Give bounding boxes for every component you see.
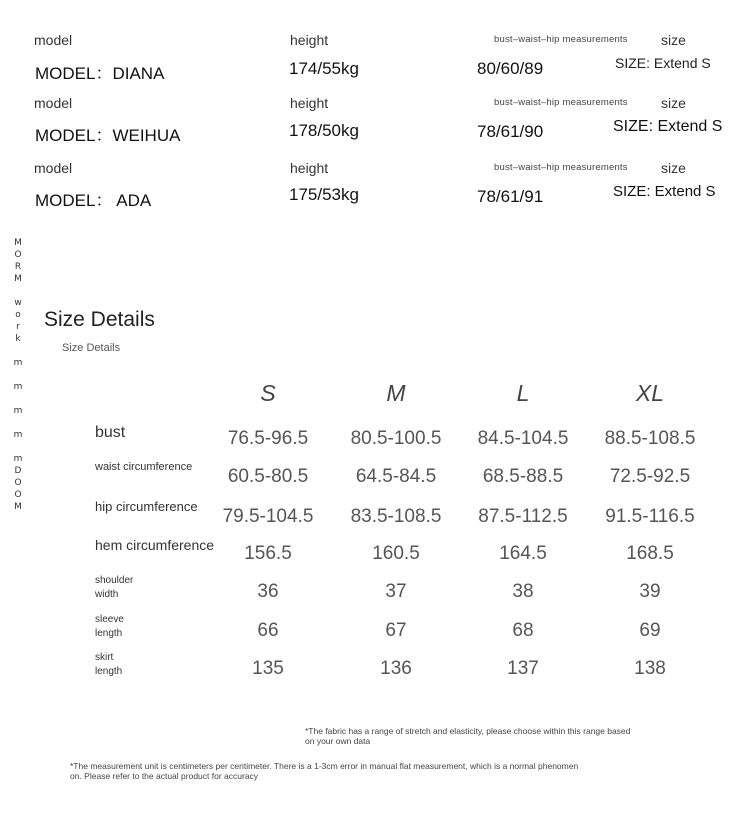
table-cell: 156.5: [244, 543, 292, 564]
side-glyph: [10, 417, 26, 429]
table-cell: 83.5-108.5: [350, 506, 442, 527]
table-cell: 84.5-104.5: [477, 428, 569, 449]
side-glyph: O: [14, 250, 22, 260]
measurement-note: [70, 761, 578, 781]
row-label-hip: hip circumference: [95, 499, 198, 514]
row-label-line: sleeve: [95, 614, 124, 625]
side-vertical-text: [10, 237, 26, 513]
side-glyph: k: [15, 334, 21, 344]
row-label-hem: hem circumference: [95, 537, 215, 553]
model-label: model: [34, 95, 73, 111]
height-label: height: [290, 95, 329, 111]
row-label-shoulder: [95, 574, 133, 602]
row-label-waist: waist circumference: [95, 461, 193, 473]
table-cell: 68.5-88.5: [482, 466, 564, 487]
table-cell: 164.5: [499, 543, 547, 564]
side-glyph: [10, 369, 26, 381]
note-line: *The fabric has a range of stretch and elasticity, please choose within this range based: [305, 726, 631, 736]
height-label: height: [290, 160, 329, 176]
column-header-xl: XL: [635, 380, 665, 406]
side-glyph: m: [13, 358, 23, 368]
note-line: on. Please refer to the actual product for accuracy: [70, 771, 259, 781]
side-glyph: O: [14, 490, 22, 500]
row-label-line: shoulder: [95, 575, 134, 586]
side-glyph: R: [14, 262, 22, 272]
table-cell: 72.5-92.5: [609, 466, 691, 487]
side-glyph: w: [14, 298, 22, 308]
row-label-sleeve: [95, 613, 124, 641]
size-label: size: [661, 160, 686, 176]
table-cell: 67: [385, 620, 407, 641]
table-cell: 69: [639, 620, 661, 641]
bwh-label: bust–waist–hip measurements: [494, 162, 628, 173]
row-label-line: length: [95, 628, 123, 639]
table-cell: 66: [257, 620, 279, 641]
table-cell: 79.5-104.5: [222, 506, 314, 527]
side-glyph: D: [14, 466, 22, 476]
size-details-title: Size Details: [44, 308, 155, 331]
model-name: MODEL： ADA: [35, 191, 152, 210]
note-line: *The measurement unit is centimeters per centimeter. There is a 1-3cm error in manual flat measurement, which is a normal phenomen: [70, 761, 579, 771]
size-details-subtitle: Size Details: [62, 342, 121, 354]
size-label: size: [661, 95, 686, 111]
row-label-line: skirt: [95, 652, 114, 663]
side-glyph: m: [13, 406, 23, 416]
model-label: model: [34, 32, 73, 48]
table-cell: 135: [252, 658, 284, 679]
side-glyph: M: [14, 502, 22, 512]
table-cell: 60.5-80.5: [227, 466, 309, 487]
model-bwh: 78/61/91: [477, 187, 544, 206]
side-glyph: [10, 441, 26, 453]
stretch-note: [305, 726, 630, 746]
model-size: SIZE: Extend S: [613, 183, 716, 200]
table-cell: 91.5-116.5: [605, 506, 695, 527]
table-cell: 138: [634, 658, 666, 679]
model-height: 174/55kg: [289, 59, 359, 78]
side-glyph: o: [15, 310, 21, 320]
table-cell: 160.5: [372, 543, 420, 564]
column-header-s: S: [260, 380, 276, 406]
table-cell: 137: [507, 658, 539, 679]
row-label-line: width: [95, 589, 119, 600]
table-cell: 64.5-84.5: [355, 466, 437, 487]
side-glyph: O: [14, 478, 22, 488]
model-bwh: 80/60/89: [477, 59, 544, 78]
table-cell: 168.5: [626, 543, 674, 564]
table-cell: 68: [512, 620, 534, 641]
model-label: model: [34, 160, 73, 176]
bwh-label: bust–waist–hip measurements: [494, 34, 628, 45]
side-glyph: [10, 393, 26, 405]
side-glyph: m: [13, 454, 23, 464]
model-size: SIZE: Extend S: [613, 118, 723, 135]
side-glyph: m: [13, 430, 23, 440]
model-height: 178/50kg: [289, 121, 359, 140]
height-label: height: [290, 32, 329, 48]
model-name: MODEL：DIANA: [35, 64, 165, 83]
model-bwh: 78/61/90: [477, 122, 544, 141]
row-label-skirt: [95, 651, 122, 679]
table-cell: 80.5-100.5: [350, 428, 442, 449]
table-cell: 37: [385, 581, 407, 602]
column-header-l: L: [516, 380, 530, 406]
table-cell: 36: [257, 581, 279, 602]
column-header-m: M: [386, 380, 406, 406]
table-cell: 88.5-108.5: [604, 428, 696, 449]
table-cell: 136: [380, 658, 412, 679]
row-label-bust: bust: [95, 424, 126, 441]
model-height: 175/53kg: [289, 185, 359, 204]
side-glyph: m: [13, 382, 23, 392]
note-line: on your own data: [305, 736, 371, 746]
side-glyph: r: [16, 322, 20, 332]
table-cell: 39: [639, 581, 661, 602]
side-glyph: [10, 345, 26, 357]
table-cell: 76.5-96.5: [227, 428, 309, 449]
table-cell: 38: [512, 581, 534, 602]
side-glyph: M: [14, 238, 22, 248]
size-label: size: [661, 32, 686, 48]
model-name: MODEL：WEIHUA: [35, 126, 181, 145]
row-label-line: length: [95, 666, 123, 677]
side-glyph: [10, 285, 26, 297]
model-size: SIZE: Extend S: [615, 55, 711, 71]
side-glyph: M: [14, 274, 22, 284]
table-cell: 87.5-112.5: [478, 506, 568, 527]
bwh-label: bust–waist–hip measurements: [494, 97, 628, 108]
